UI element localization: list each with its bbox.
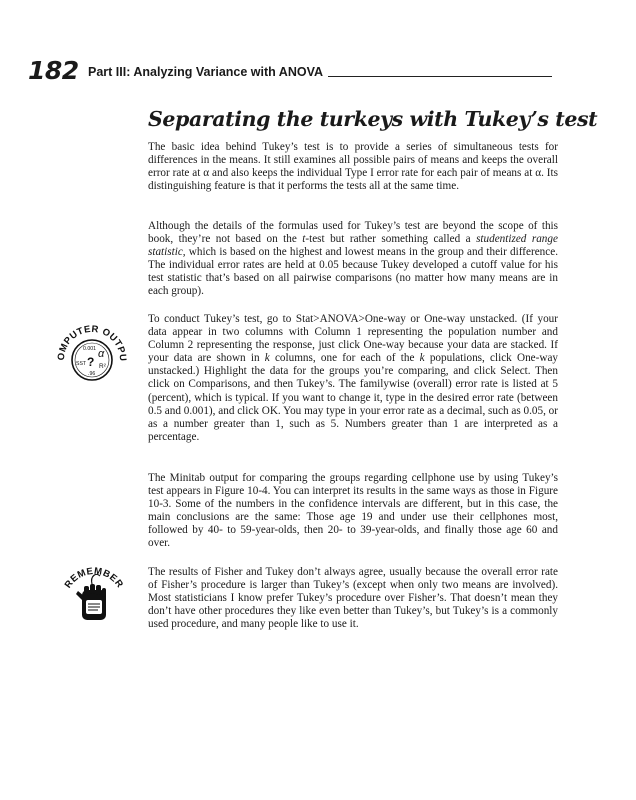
paragraph-minitab-output: The Minitab output for comparing the groups regarding cellphone use by using Tukey’s test appears in Figure 10-4. You can interpret its results in the same ways as those in Figure 10-3. Some of the numbers in the confidence intervals are different, but in this case, the main conclusions are the same: Those age 19 and under use their cellphones most, followed by 40- to 59-year-olds, then 20- to 39-year-olds, and finally those age 60 and over. — [148, 472, 558, 550]
paragraph-tukey-formula: Although the details of the formulas used for Tukey’s test are beyond the scope of this book, they’re not based on the t-test but rather something called a studentized range statistic, which is based on the highest and lowest means in the group and their difference. The individual error rates are held at 0.05 because Tukey developed a cutoff value for his test statistic that’s based on all pairwise comparisons (no matter how many means are in each group). — [148, 220, 558, 298]
header-rule — [328, 76, 552, 77]
symbol-alpha: α — [98, 348, 105, 360]
section-title: Separating the turkeys with Tukey’s test — [148, 107, 598, 131]
page-number: 182 — [28, 56, 79, 85]
part-title: Part III: Analyzing Variance with ANOVA — [88, 65, 324, 79]
paragraph-fisher-vs-tukey: The results of Fisher and Tukey don’t always agree, usually because the overall error rate of Fisher’s procedure is larger than Tukey’s (except when only two means are involved). Most statisticians I know prefer Tukey’s procedure over Fisher’s. That doesn’t mean they don’t have other procedures they like even better than Tukey’s, but Tukey’s is a commonly used procedure, and many people like to use it. — [148, 566, 558, 631]
symbol-96: .96 — [88, 371, 96, 377]
computer-output-label: OMPUTER OUTPU — [55, 323, 129, 362]
paragraph-tukey-minitab-steps: To conduct Tukey’s test, go to Stat>ANOVA>One-way or One-way unstacked. (If your data appear in two columns with Column 1 representing the population number and Column 2 representing the response, just click One-way because your data are stacked. If your data are shown in k columns, one for each of the k populations, click One-way unstacked.) Highlight the data for the groups you’re comparing, and click Select. Then click on Comparisons, and then Tukey’s. The familywise (overall) error rate is listed at 5 (percent), which is typical. If you want to change it, type in the desired error rate (between 0.5 and 0.001), and click OK. You may type in your error rate as a decimal, such as 0.05, or as a number greater than 1, such as 5. Numbers greater than 1 are interpreted as a percentage. — [148, 313, 558, 443]
symbol-sst: SST — [76, 361, 87, 367]
computer-output-icon — [50, 312, 134, 396]
paragraph-tukey-intro: The basic idea behind Tukey’s test is to provide a series of simultaneous tests for differences in the means. It still examines all possible pairs of means and keeps the overall error rate at α and also keeps the individual Type I error rate for each pair of means at α. Its distinguishing feature is that it performs the tests all at the same time. — [148, 141, 558, 193]
symbol-0001: 0.001 — [83, 346, 96, 352]
symbol-r-squared: R² — [99, 363, 106, 370]
running-header — [28, 56, 552, 86]
remember-label: REMEMBER — [62, 565, 126, 591]
symbol-question: ? — [87, 355, 95, 369]
remember-icon — [54, 560, 138, 640]
